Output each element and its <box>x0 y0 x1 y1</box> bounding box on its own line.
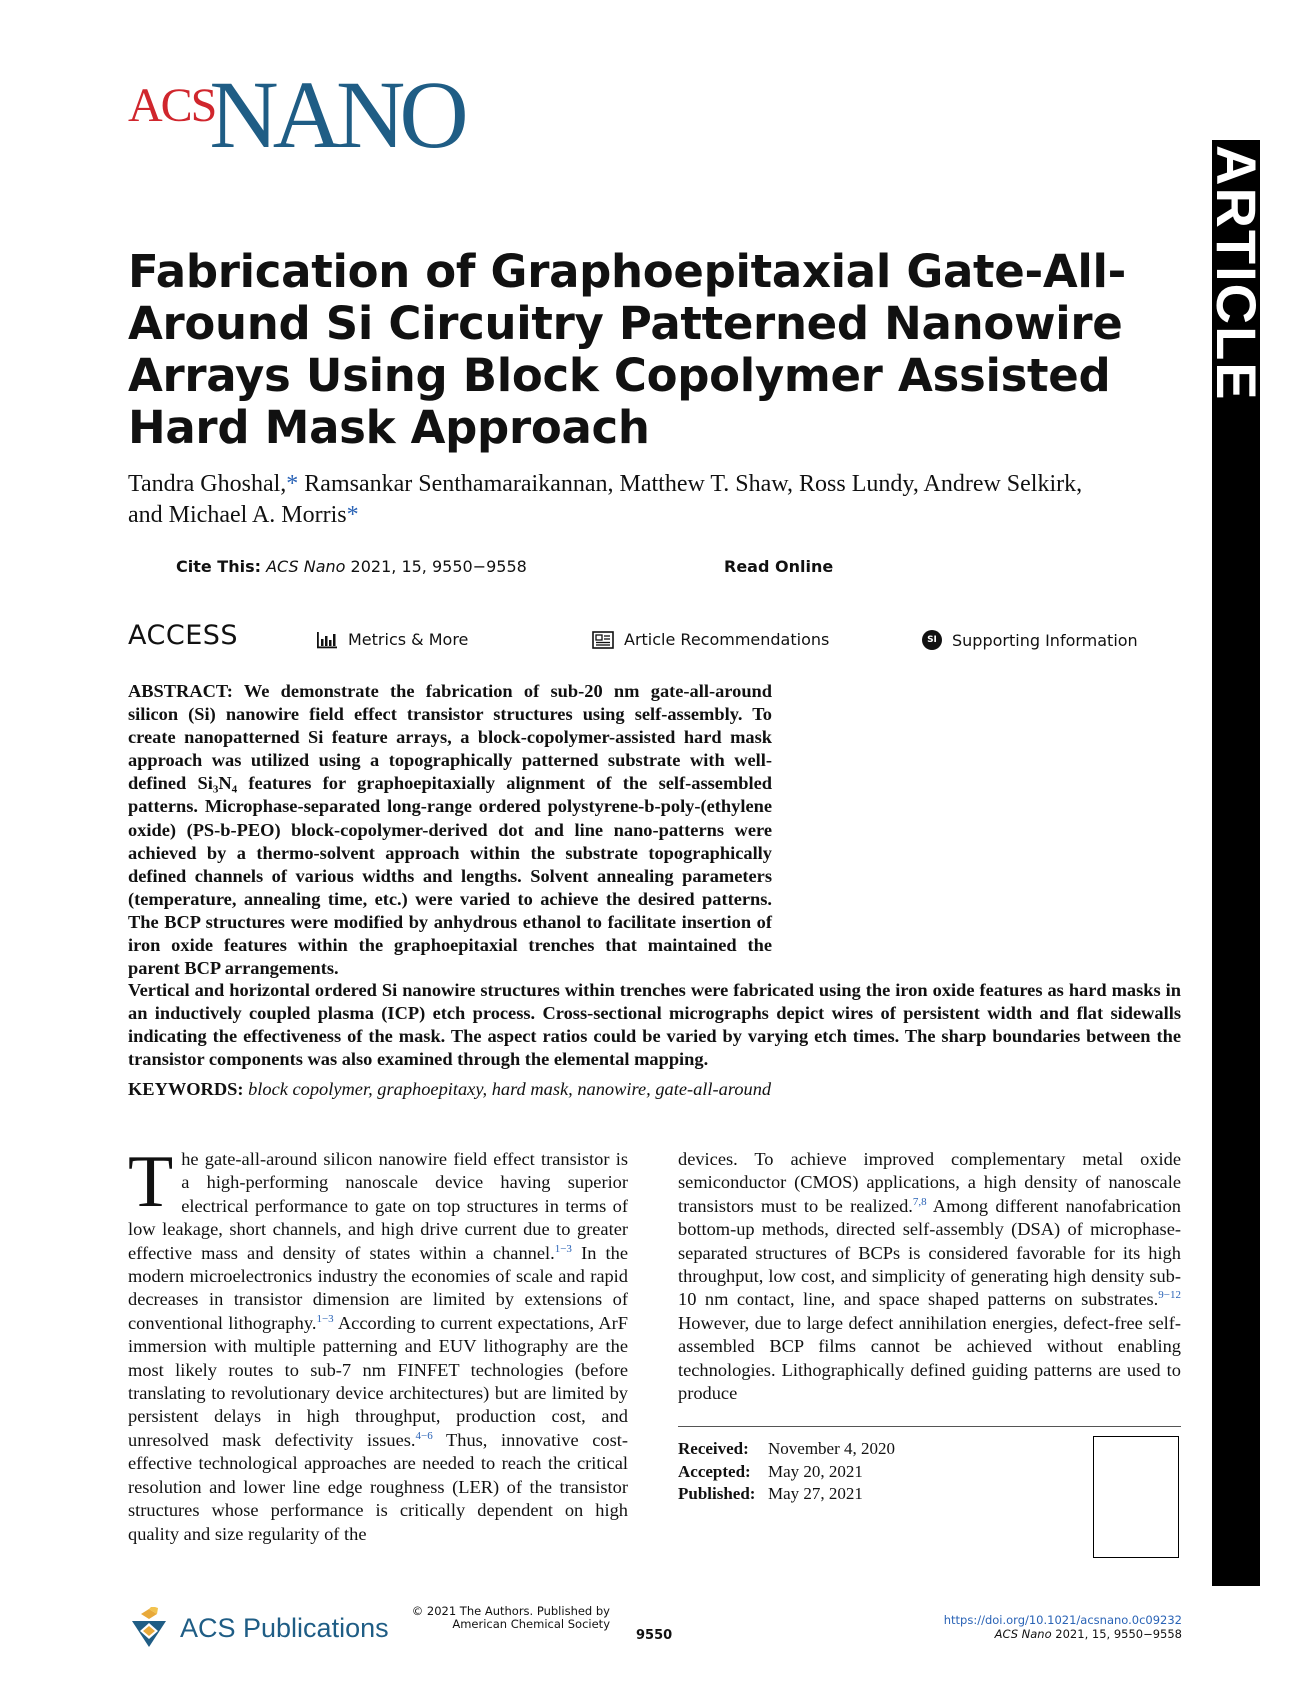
author-tandra-ghoshal[interactable]: Tandra Ghoshal, <box>128 471 287 497</box>
body-text: In the modern microelectronics industry the economies of scale and rapid decreases in transistor dimension are limited by extensions of conventional lithography. <box>128 1242 629 1333</box>
recommendations-label: Article Recommendations <box>624 630 830 649</box>
author-names-continued: Ramsankar Senthamaraikannan, Matthew T. Shaw, Ross Lundy, Andrew Selkirk, <box>298 471 1083 497</box>
logo-acs: ACS <box>128 79 216 132</box>
body-text: However, due to large defect annihilation energies, defect-free self-assembled BCP films cannot be achieved without enabling technologies. Lithographically defined guiding patterns are used to produce <box>678 1312 1181 1404</box>
read-online-link[interactable]: Read Online <box>724 557 834 576</box>
acs-hexagon-icon <box>128 1607 170 1649</box>
publisher-name: ACS Publications <box>180 1612 389 1643</box>
publication-dates <box>678 1438 895 1506</box>
reference-link[interactable]: 7,8 <box>912 1195 927 1208</box>
received-date: November 4, 2020 <box>768 1439 896 1458</box>
body-text: Thus, innovative cost-effective technological approaches are needed to reach the critical resolution and lower line edge roughness (LER) of the transistor structures whose performance is critically dependent on high quality and size regularity of the <box>128 1429 629 1544</box>
metrics-label: Metrics & More <box>348 630 469 649</box>
body-text: According to current expectations, ArF immersion with multiple patterning and EUV lithography are the most likely routes to sub-7 nm FINFET technologies (before translating to revolutionary device architectures) but are limited by persistent delays in high throughput, production cost, and unresolved mask defectivity issues. <box>128 1312 629 1450</box>
body-column-right <box>678 1148 1181 1405</box>
abstract-paragraph: ABSTRACT: We demonstrate the fabrication of sub-20 nm gate-all-around silicon (Si) nanowire field effect transistor structures using self-assembly. To create nanopatterned Si feature arrays, a block-copolymer-assisted hard mask approach was utilized using a topographically patterned substrate with well-defined Si₃N₄ features for graphoepitaxially alignment of the self-assembled patterns. Microphase-separated long-range ordered polystyrene-b-poly-(ethylene oxide) (PS-b-PEO) block-copolymer-derived dot and line nano-patterns were achieved by a thermo-solvent approach within the substrate topographically defined channels of various widths and lengths. Solvent annealing parameters (temperature, annealing time, etc.) were varied to achieve the desired patterns. The BCP structures were modified by anhydrous ethanol to facilitate insertion of iron oxide features within the graphoepitaxial trenches that maintained the parent BCP arrangements. <box>128 681 772 979</box>
body-text: Among different nanofabrication bottom-up methods, directed self-assembly (DSA) of microphase-separated structures of BCPs is considered favorable for its high throughput, low cost, and simplicity of generating high density sub-10 nm contact, line, and space shaped patterns on substrates. <box>678 1195 1181 1310</box>
metrics-and-more-link[interactable] <box>316 630 468 649</box>
reference-link[interactable]: 1−3 <box>554 1242 572 1255</box>
footer-citation <box>900 1627 1182 1641</box>
cite-label: Cite This: <box>176 557 262 576</box>
si-badge-icon: SI <box>922 630 942 650</box>
article-type-label: ARTICLE <box>1205 145 1268 402</box>
doi-link[interactable]: https://doi.org/10.1021/acsnano.0c09232 <box>943 1613 1182 1627</box>
cite-details: 2021, 15, 9550−9558 <box>345 557 527 576</box>
acs-publications-logo[interactable] <box>128 1607 389 1649</box>
footer-journal: ACS Nano <box>994 1627 1052 1641</box>
open-access-box <box>1093 1436 1179 1558</box>
journal-logo <box>128 61 463 168</box>
copyright-notice <box>390 1605 610 1631</box>
page-number: 9550 <box>636 1628 673 1643</box>
received-label: Received: <box>678 1439 749 1458</box>
supporting-label: Supporting Information <box>952 630 1138 650</box>
article-recommendations-link[interactable] <box>592 630 829 649</box>
drop-cap: T <box>128 1141 174 1223</box>
accepted-label: Accepted: <box>678 1461 751 1481</box>
published-date: May 27, 2021 <box>768 1484 863 1503</box>
copyright-line-2: American Chemical Society <box>452 1617 610 1631</box>
reference-link[interactable]: 4−6 <box>415 1429 433 1442</box>
published-label: Published: <box>678 1484 756 1503</box>
author-michael-morris[interactable]: and Michael A. Morris <box>128 502 347 528</box>
body-text: devices. To achieve improved complementary metal oxide semiconductor (CMOS) applications, a high density of nanoscale transistors must to be realized. <box>678 1149 1181 1216</box>
corresponding-author-star[interactable]: * <box>286 471 299 497</box>
logo-nano: NANO <box>209 61 463 168</box>
body-column-left <box>128 1141 629 1546</box>
reference-link[interactable]: 9−12 <box>1158 1289 1181 1302</box>
cite-this[interactable] <box>176 557 527 576</box>
footer-citation-details: 2021, 15, 9550−9558 <box>1051 1627 1182 1641</box>
reference-link[interactable]: 1−3 <box>316 1312 334 1325</box>
dates-divider <box>678 1426 1181 1427</box>
corresponding-author-star-2[interactable]: * <box>346 502 359 528</box>
body-text: he gate-all-around silicon nanowire field effect transistor is a high-performing nanoscale device having superior electrical performance to gate on top structures in terms of low leakage, short channels, and high drive current due to greater effective mass and density of states within a channel. <box>128 1149 628 1263</box>
accepted-row <box>678 1461 895 1484</box>
accepted-date: May 20, 2021 <box>768 1461 863 1481</box>
article-title: Fabrication of Graphoepitaxial Gate-All-Around Si Circuitry Patterned Nanowire Arrays Using Block Copolymer Assisted Hard Mask Approach <box>128 245 1127 454</box>
keywords-label: KEYWORDS: <box>128 1079 244 1099</box>
keywords <box>128 1079 1188 1100</box>
doi-block <box>900 1613 1182 1641</box>
copyright-line-1: © 2021 The Authors. Published by <box>411 1604 610 1618</box>
received-row <box>678 1438 895 1461</box>
keywords-list: block copolymer, graphoepitaxy, hard mask, nanowire, gate-all-around <box>248 1079 772 1099</box>
article-document-icon <box>592 631 614 649</box>
supporting-information-link[interactable] <box>922 630 1138 650</box>
abstract-paragraph-continued: Vertical and horizontal ordered Si nanowire structures within trenches were fabricated using the iron oxide features as hard masks in an inductively coupled plasma (ICP) etch process. Cross-sectional micrographs depict wires of persistent width and flat sidewalls indicating the effectiveness of the mask. The aspect ratios could be varied by varying etch times. The sharp boundaries between the transistor components was also examined through the elemental mapping. <box>128 980 1181 1070</box>
published-row <box>678 1483 895 1506</box>
bar-chart-icon <box>316 631 338 649</box>
access-heading: ACCESS <box>128 620 239 651</box>
cite-journal: ACS Nano <box>266 557 346 576</box>
author-list <box>128 469 1198 531</box>
